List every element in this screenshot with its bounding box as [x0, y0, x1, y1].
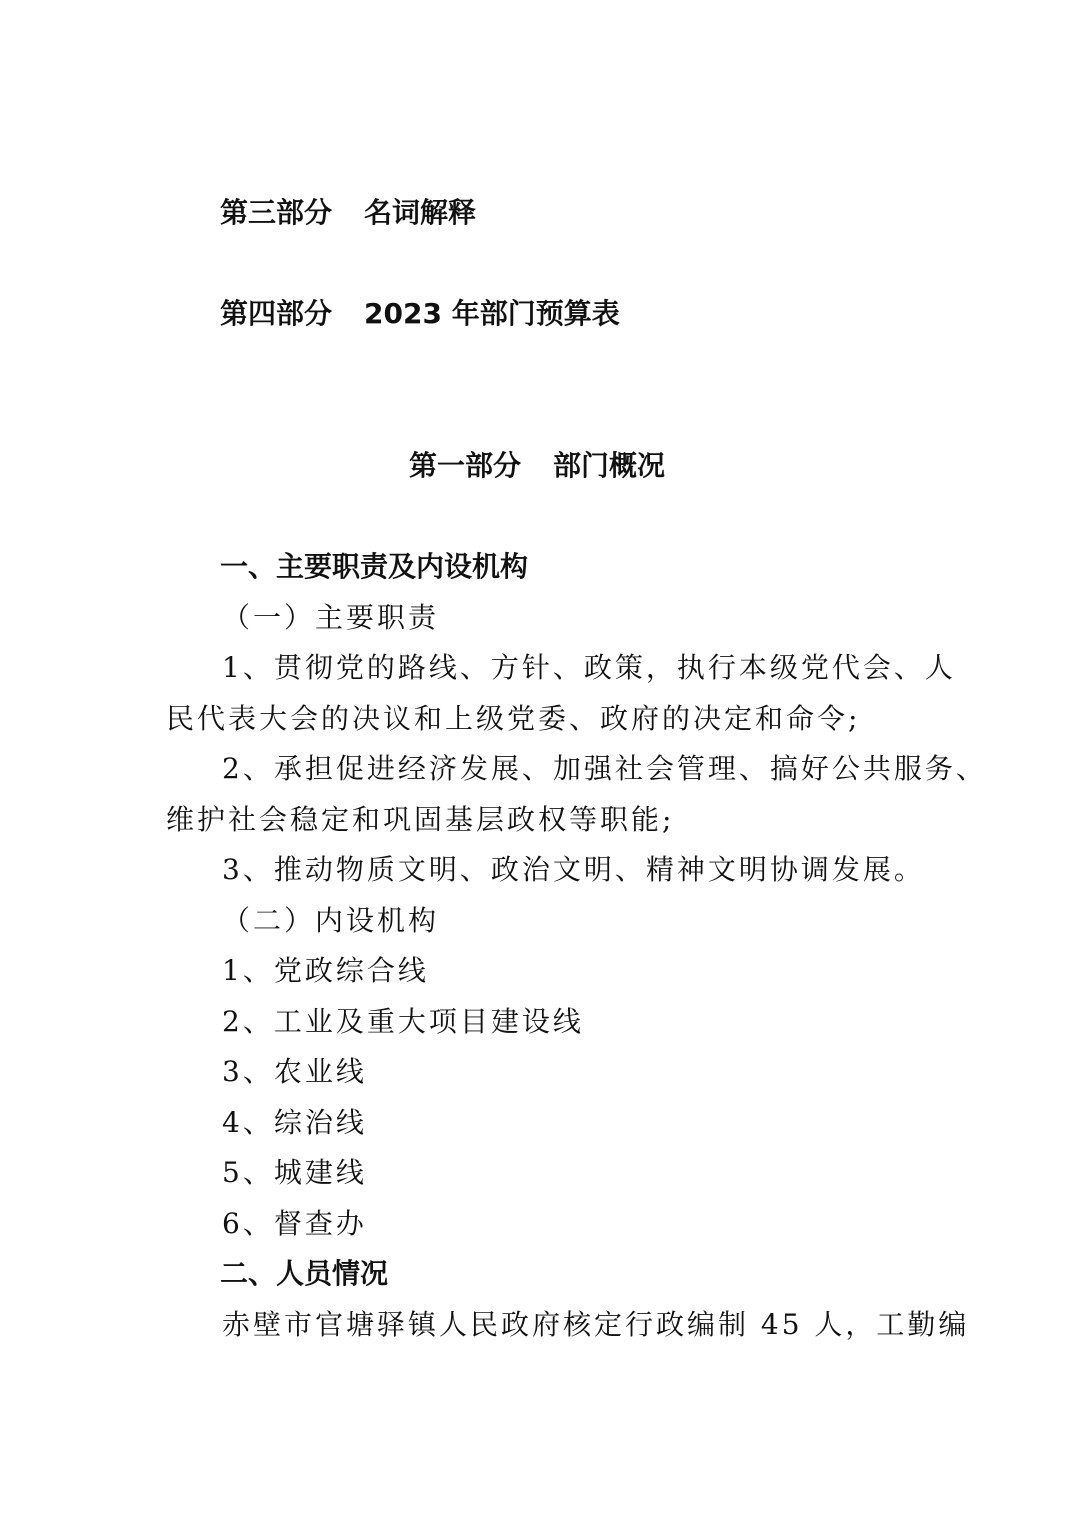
dept-item-5: 5、城建线	[222, 1156, 367, 1189]
dept-item-1: 1、党政综合线	[222, 954, 429, 987]
part1-label: 第一部分	[408, 449, 521, 482]
duty3: 3、推动物质文明、政治文明、精神文明协调发展。	[222, 853, 925, 886]
part1-heading: 部门概况	[553, 449, 666, 482]
duty1-line1: 1、贯彻党的路线、方针、政策，执行本级党代会、人	[222, 651, 956, 684]
toc-part3-label: 第三部分	[220, 196, 333, 229]
toc-part4-title: 2023 年部门预算表	[364, 297, 620, 330]
duty1-line2: 民代表大会的决议和上级党委、政府的决定和命令;	[166, 702, 861, 735]
sub1-heading: （一）主要职责	[222, 601, 440, 634]
toc-part3	[220, 195, 476, 231]
section1-heading: 一、主要职责及内设机构	[220, 550, 529, 583]
dept-item-2: 2、工业及重大项目建设线	[222, 1005, 584, 1038]
dept-item-6: 6、督查办	[222, 1207, 367, 1240]
section2-heading: 二、人员情况	[220, 1257, 389, 1290]
toc-part4	[220, 296, 620, 332]
sub2-heading: （二）内设机构	[222, 904, 440, 937]
duty2-line1: 2、承担促进经济发展、加强社会管理、搞好公共服务、	[222, 752, 987, 785]
staffing-text: 赤壁市官塘驿镇人民政府核定行政编制 45 人，工勤编	[222, 1308, 970, 1341]
toc-part4-label: 第四部分	[220, 297, 333, 330]
duty2-line2: 维护社会稳定和巩固基层政权等职能;	[166, 803, 675, 836]
part1-title	[0, 448, 1074, 484]
dept-item-4: 4、综治线	[222, 1106, 367, 1139]
dept-item-3: 3、农业线	[222, 1055, 367, 1088]
toc-part3-title: 名词解释	[364, 196, 477, 229]
